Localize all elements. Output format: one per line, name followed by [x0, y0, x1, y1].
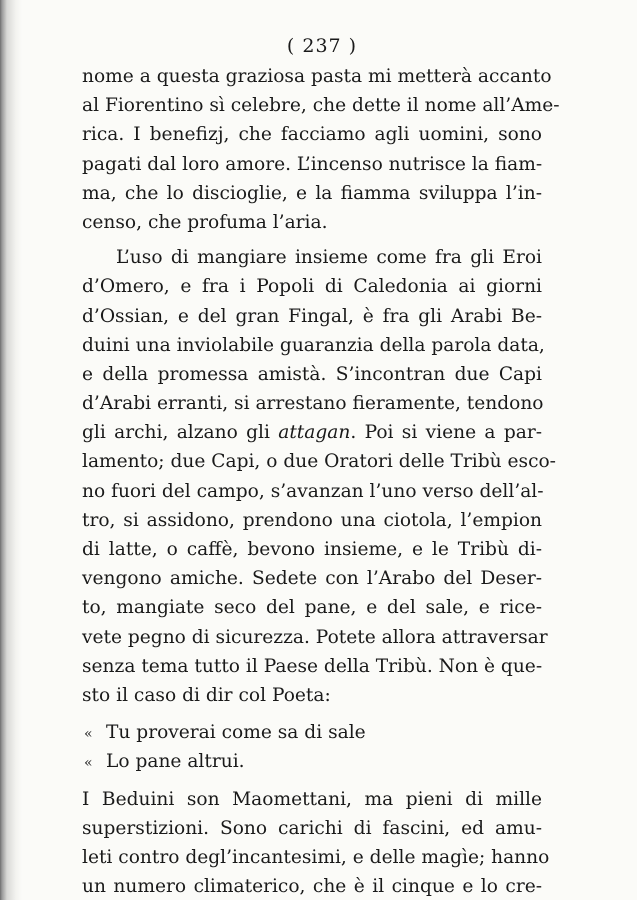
text-line: superstizioni. Sono carichi di fascini, ed amu-: [82, 814, 542, 843]
quote-mark: «: [84, 720, 106, 749]
text-line: I Beduini son Maomettani, ma pieni di mille: [82, 785, 542, 814]
text-run: gli archi, alzano gli: [82, 422, 278, 443]
text-line: rica. I benefizj, che facciamo agli uomini, sono: [82, 120, 542, 149]
text-line: vengono amiche. Sedete con l’Arabo del Deser-: [82, 564, 542, 593]
text-line: vete pegno di sicurezza. Potete allora attraversar: [82, 623, 542, 652]
text-line: d’Ossian, e del gran Fingal, è fra gli Arabi Be-: [82, 302, 542, 331]
paragraph-1: [82, 62, 542, 237]
text-run: . Poi si viene a par-: [350, 422, 542, 443]
text-line: di latte, o caffè, bevono insieme, e le Tribù di-: [82, 535, 542, 564]
text-line: nome a questa graziosa pasta mi metterà accanto: [82, 62, 542, 91]
paragraph-3: [82, 785, 542, 901]
quote-mark: «: [84, 749, 106, 778]
paragraph-2: [82, 243, 542, 710]
text-line: ma, che lo discioglie, e la fiamma sviluppa l’in-: [82, 179, 542, 208]
text-line: e della promessa amistà. S’incontran due Capi: [82, 360, 542, 389]
text-line: censo, che profuma l’aria.: [82, 208, 542, 237]
quote-line: [82, 747, 542, 776]
page-text: [82, 30, 542, 901]
quote-spacer: [82, 710, 542, 718]
text-line: tro, si assidono, prendono una ciotola, l’empion: [82, 506, 542, 535]
text-line-with-italic: [82, 418, 542, 447]
text-line: duini una inviolabile guaranzia della parola data,: [82, 331, 542, 360]
text-line: L’uso di mangiare insieme come fra gli Eroi: [82, 243, 542, 272]
text-line: lamento; due Capi, o due Oratori delle Tribù esco-: [82, 447, 542, 476]
text-line: to, mangiate seco del pane, e del sale, e rice-: [82, 593, 542, 622]
text-line: sto il caso di dir col Poeta:: [82, 681, 542, 710]
page-number: ( 237 ): [82, 30, 542, 62]
text-line: leti contro degl’incantesimi, e delle magìe; hanno: [82, 843, 542, 872]
paragraph-spacer: [82, 777, 542, 785]
italic-term: attagan: [278, 422, 350, 443]
text-line: d’Arabi erranti, si arrestano fieramente, tendono: [82, 389, 542, 418]
quote-text: Lo pane altrui.: [106, 751, 245, 772]
text-line: no fuori del campo, s’avanzan l’uno verso dell’al-: [82, 477, 542, 506]
quote-text: Tu proverai come sa di sale: [106, 722, 366, 743]
text-line: pagati dal loro amore. L’incenso nutrisce la fiam-: [82, 150, 542, 179]
poem-quote: [82, 718, 542, 776]
scan-binding-edge: [0, 0, 22, 900]
text-line: senza tema tutto il Paese della Tribù. Non è que-: [82, 652, 542, 681]
text-line: al Fiorentino sì celebre, che dette il nome all’Ame-: [82, 91, 542, 120]
text-line: un numero climaterico, che è il cinque e lo cre-: [82, 872, 542, 901]
text-line: d’Omero, e fra i Popoli di Caledonia ai giorni: [82, 272, 542, 301]
quote-line: [82, 718, 542, 747]
